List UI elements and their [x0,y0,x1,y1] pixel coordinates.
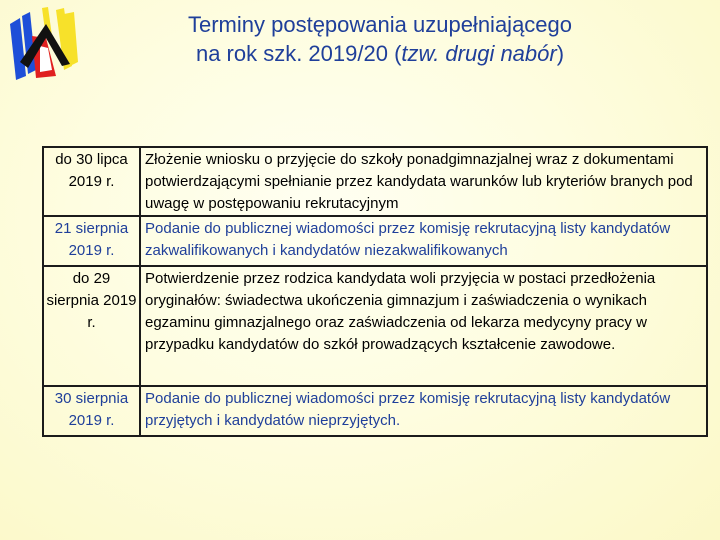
deadline-date: do 29 sierpnia 2019 r. [43,266,140,386]
title-line-2-end: ) [556,41,565,66]
deadline-description: Podanie do publicznej wiadomości przez komisję rekrutacyjną listy kandydatów przyjętych i kandydatów nieprzyjętych. [140,386,707,436]
title-line-1: Terminy postępowania uzupełniającego [187,12,573,37]
title-line-2-start: na rok szk. 2019/20 ( [195,41,402,66]
deadline-description: Złożenie wniosku o przyjęcie do szkoły ponadgimnazjalnej wraz z dokumentami potwierdzającymi spełnianie przez kandydata warunków lub kryteriów branych pod uwagę w postępowaniu rekrutacyjnym [140,147,707,216]
deadline-description: Potwierdzenie przez rodzica kandydata woli przyjęcia w postaci przedłożenia oryginałów: świadectwa ukończenia gimnazjum i zaświadczenia o wynikach egzaminu gimnazjalnego oraz zaświadczenia od lekarza medycyny pracy w przypadku kandydatów do szkół prowadzących kształcenie zawodowe. [140,266,707,386]
school-logo-icon [6,6,80,86]
deadline-description: Podanie do publicznej wiadomości przez komisję rekrutacyjną listy kandydatów zakwalifikowanych i kandydatów niezakwalifikowanych [140,216,707,266]
table-row [43,266,707,386]
title-line-2 [100,39,660,68]
schedule-table [42,146,708,437]
deadline-date: 21 sierpnia 2019 r. [43,216,140,266]
page-title [100,10,660,68]
table-row [43,147,707,216]
table-row [43,386,707,436]
deadline-date: do 30 lipca 2019 r. [43,147,140,216]
deadline-date: 30 sierpnia 2019 r. [43,386,140,436]
table-row [43,216,707,266]
title-line-2-italic: tzw. drugi nabór [401,41,557,66]
